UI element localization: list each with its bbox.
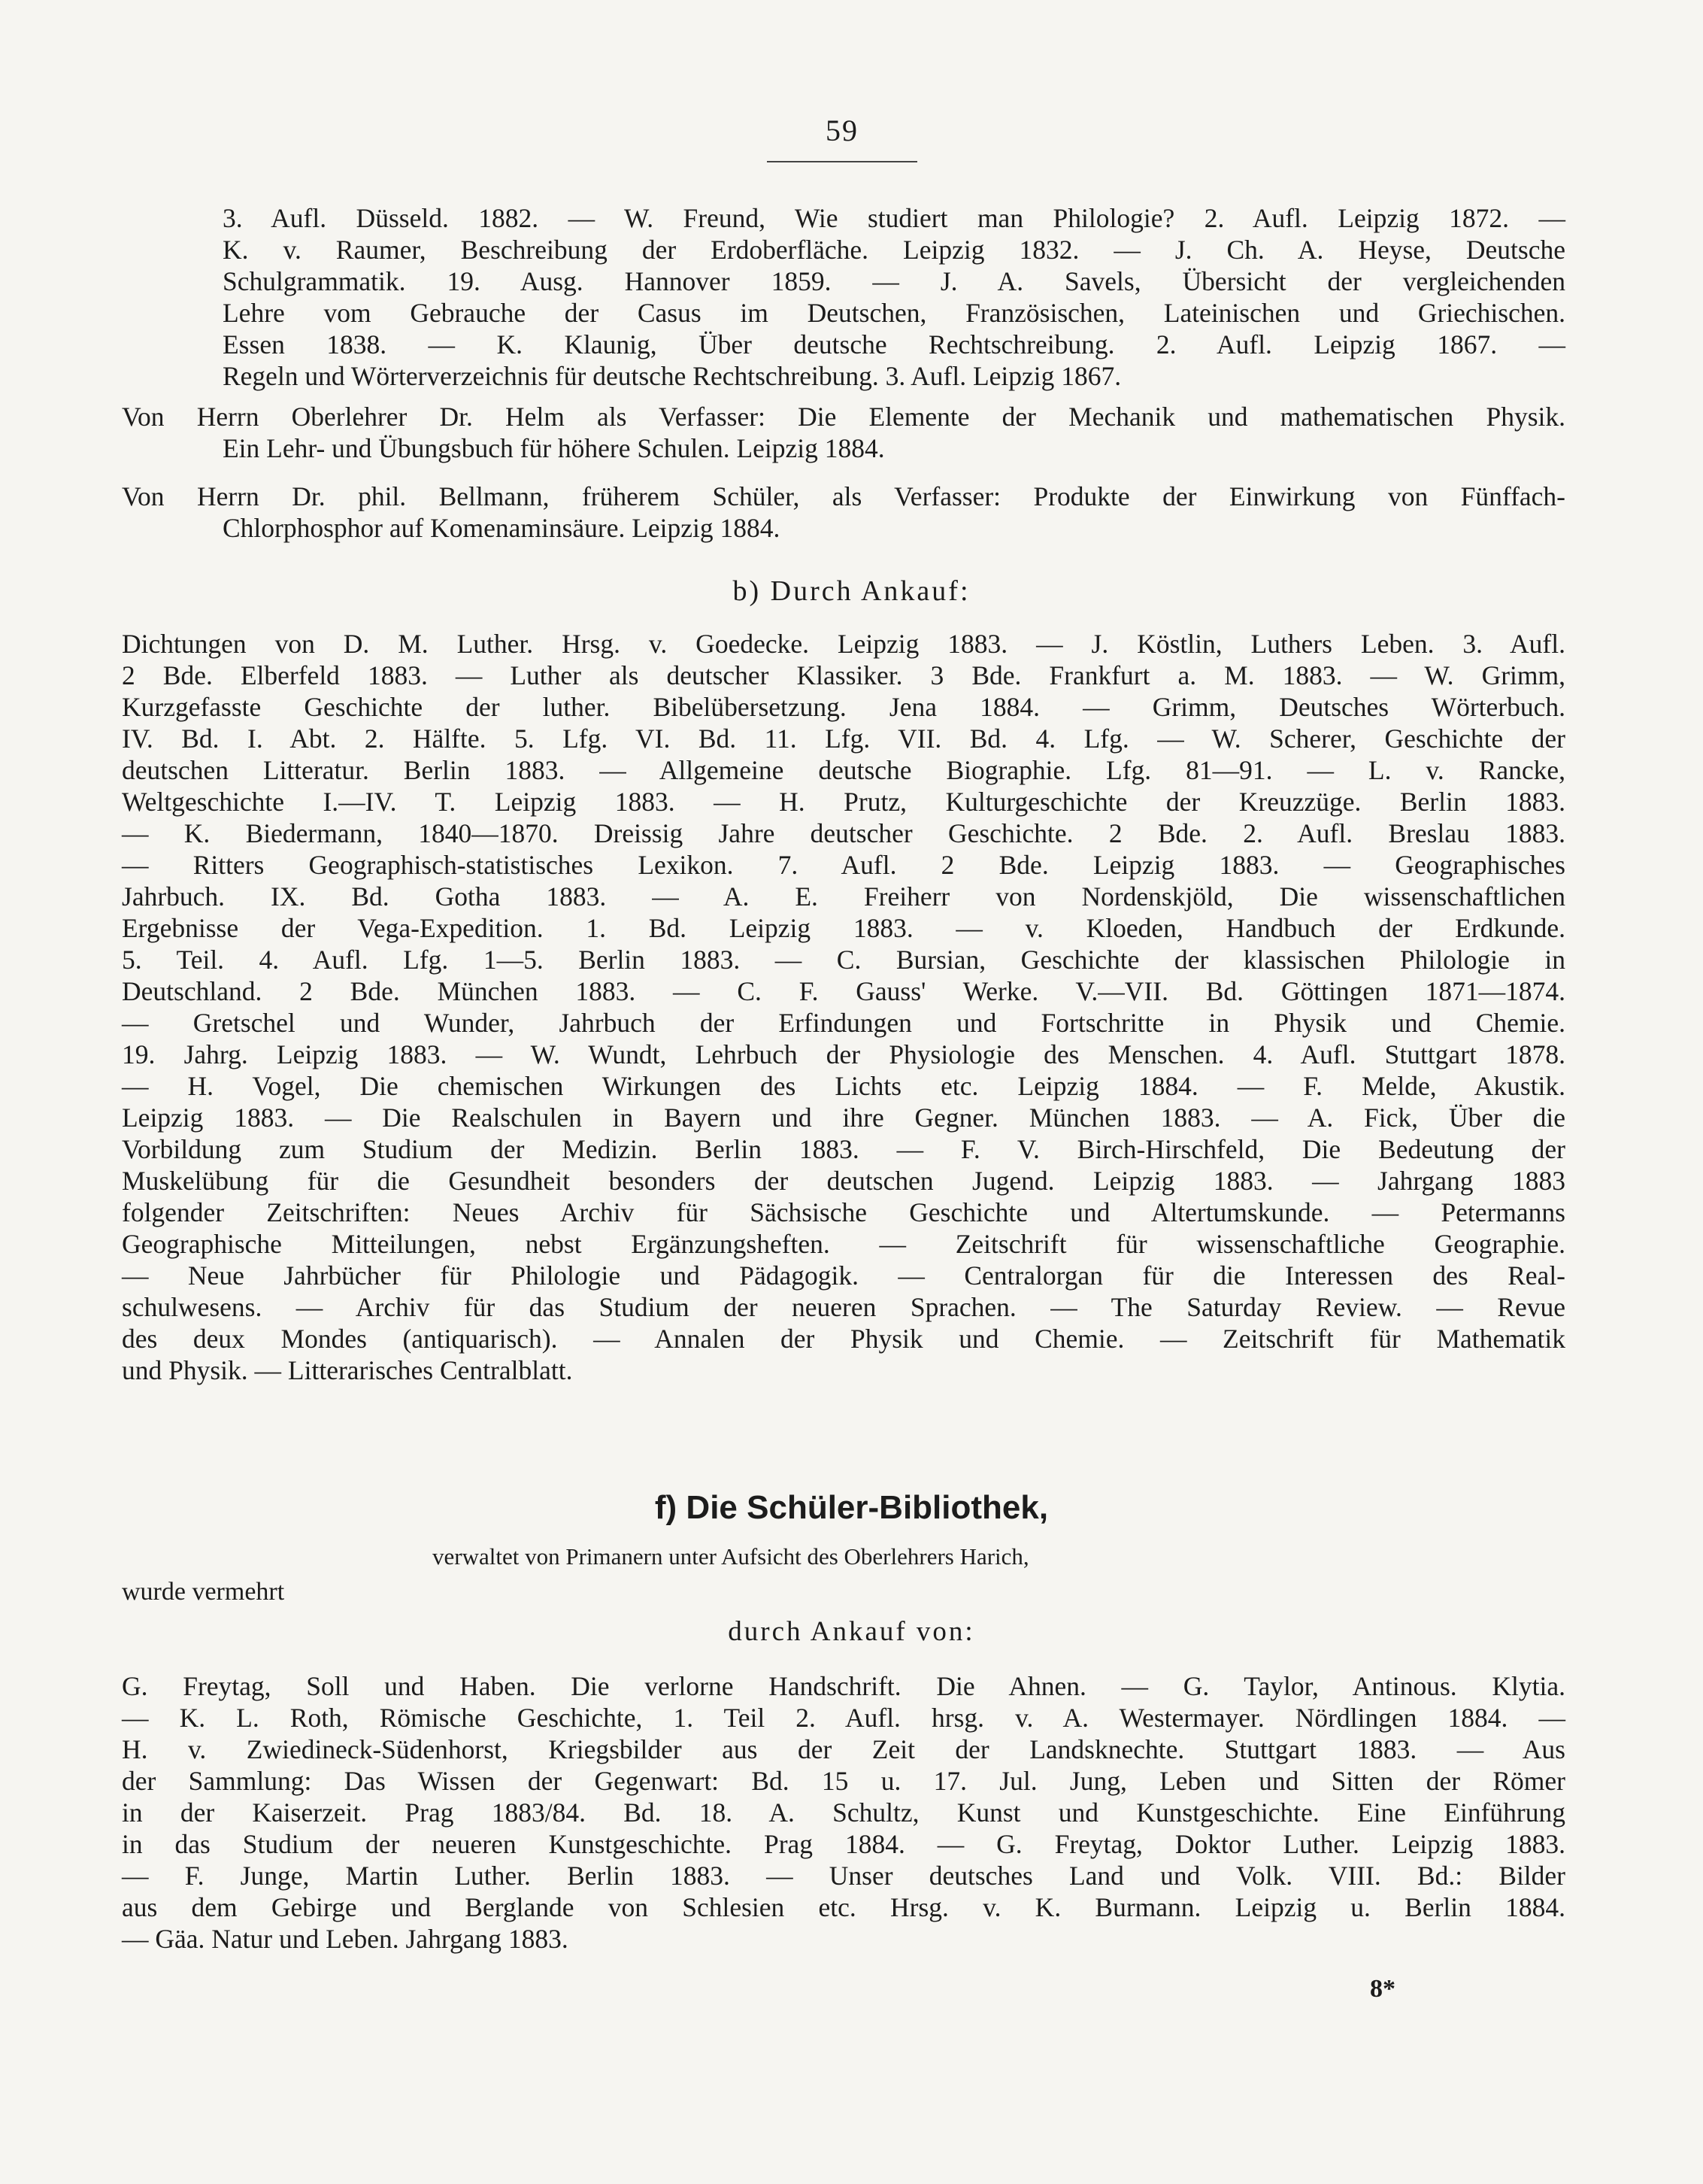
- text-line: aus dem Gebirge und Berglande von Schlesien etc. Hrsg. v. K. Burmann. Leipzig u. Berlin 1884.: [122, 1892, 1565, 1922]
- text-line: Von Herrn Oberlehrer Dr. Helm als Verfasser: Die Elemente der Mechanik und mathematischen Physik.: [122, 402, 1565, 432]
- text-line: Muskelübung für die Gesundheit besonders der deutschen Jugend. Leipzig 1883. — Jahrgang 1883: [122, 1166, 1565, 1196]
- text-line: — K. L. Roth, Römische Geschichte, 1. Teil 2. Aufl. hrsg. v. A. Westermayer. Nördlingen 1884. —: [122, 1703, 1565, 1733]
- page-number: 59: [826, 114, 859, 147]
- text-line: 5. Teil. 4. Aufl. Lfg. 1—5. Berlin 1883. — C. Bursian, Geschichte der klassischen Philologie in: [122, 945, 1565, 975]
- text-line: 3. Aufl. Düsseld. 1882. — W. Freund, Wie studiert man Philologie? 2. Aufl. Leipzig 1872. —: [223, 203, 1565, 233]
- library-section-title: f) Die Schüler-Bibliothek,: [654, 1489, 1049, 1526]
- text-line: — K. Biedermann, 1840—1870. Dreissig Jahre deutscher Geschichte. 2 Bde. 2. Aufl. Breslau 1883.: [122, 818, 1565, 848]
- text-line: 19. Jahrg. Leipzig 1883. — W. Wundt, Lehrbuch der Physiologie des Menschen. 4. Aufl. Stuttgart 1878.: [122, 1039, 1565, 1069]
- text-line: K. v. Raumer, Beschreibung der Erdoberfläche. Leipzig 1832. — J. Ch. A. Heyse, Deutsche: [223, 235, 1565, 265]
- text-line: schulwesens. — Archiv für das Studium der neueren Sprachen. — The Saturday Review. — Revue: [122, 1292, 1565, 1322]
- text-line: G. Freytag, Soll und Haben. Die verlorne Handschrift. Die Ahnen. — G. Taylor, Antinous. Klytia.: [122, 1671, 1565, 1701]
- text-line: Essen 1838. — K. Klaunig, Über deutsche Rechtschreibung. 2. Aufl. Leipzig 1867. —: [223, 329, 1565, 359]
- text-line: 2 Bde. Elberfeld 1883. — Luther als deutscher Klassiker. 3 Bde. Frankfurt a. M. 1883. — W. Grimm,: [122, 660, 1565, 690]
- text-line: Ergebnisse der Vega-Expedition. 1. Bd. Leipzig 1883. — v. Kloeden, Handbuch der Erdkunde.: [122, 913, 1565, 943]
- library-acquired-heading: durch Ankauf von:: [728, 1616, 975, 1647]
- text-line: Lehre vom Gebrauche der Casus im Deutschen, Französischen, Lateinischen und Griechischen.: [223, 298, 1565, 328]
- text-line: Vorbildung zum Studium der Medizin. Berlin 1883. — F. V. Birch-Hirschfeld, Die Bedeutung der: [122, 1134, 1565, 1164]
- text-line: in das Studium der neueren Kunstgeschichte. Prag 1884. — G. Freytag, Doktor Luther. Leipzig 1883.: [122, 1829, 1565, 1859]
- text-line: Geographische Mitteilungen, nebst Ergänzungsheften. — Zeitschrift für wissenschaftliche Geographie.: [122, 1229, 1565, 1259]
- text-line: Chlorphosphor auf Komenaminsäure. Leipzig 1884.: [223, 513, 780, 543]
- text-line: in der Kaiserzeit. Prag 1883/84. Bd. 18. A. Schultz, Kunst und Kunstgeschichte. Eine Einführung: [122, 1797, 1565, 1828]
- text-line: — Neue Jahrbücher für Philologie und Pädagogik. — Centralorgan für die Interessen des Real-: [122, 1260, 1565, 1291]
- text-line: — H. Vogel, Die chemischen Wirkungen des Lichts etc. Leipzig 1884. — F. Melde, Akustik.: [122, 1071, 1565, 1101]
- text-line: Jahrbuch. IX. Bd. Gotha 1883. — A. E. Freiherr von Nordenskjöld, Die wissenschaftlichen: [122, 881, 1565, 912]
- library-increased-label: wurde vermehrt: [122, 1578, 285, 1606]
- text-line: folgender Zeitschriften: Neues Archiv für Sächsische Geschichte und Altertumskunde. — Petermanns: [122, 1197, 1565, 1227]
- text-line: H. v. Zwiedineck-Südenhorst, Kriegsbilder aus der Zeit der Landsknechte. Stuttgart 1883. — Aus: [122, 1734, 1565, 1764]
- text-line: Schulgrammatik. 19. Ausg. Hannover 1859. — J. A. Savels, Übersicht der vergleichenden: [223, 266, 1565, 296]
- text-line: — Gäa. Natur und Leben. Jahrgang 1883.: [122, 1924, 568, 1954]
- text-line: Deutschland. 2 Bde. München 1883. — C. F. Gauss' Werke. V.—VII. Bd. Göttingen 1871—1874.: [122, 976, 1565, 1006]
- purchase-heading: b) Durch Ankauf:: [732, 575, 971, 607]
- text-line: Leipzig 1883. — Die Realschulen in Bayern und ihre Gegner. München 1883. — A. Fick, Über die: [122, 1103, 1565, 1133]
- text-line: deutschen Litteratur. Berlin 1883. — Allgemeine deutsche Biographie. Lfg. 81—91. — L. v. Rancke,: [122, 755, 1565, 785]
- text-line: Weltgeschichte I.—IV. T. Leipzig 1883. — H. Prutz, Kulturgeschichte der Kreuzzüge. Berlin 1883.: [122, 787, 1565, 817]
- text-line: — Gretschel und Wunder, Jahrbuch der Erfindungen und Fortschritte in Physik und Chemie.: [122, 1008, 1565, 1038]
- text-line: und Physik. — Litterarisches Centralblatt.: [122, 1355, 573, 1385]
- text-line: — Ritters Geographisch-statistisches Lexikon. 7. Aufl. 2 Bde. Leipzig 1883. — Geographisches: [122, 850, 1565, 880]
- sheet-signature-mark: 8*: [1370, 1975, 1395, 2003]
- text-line: Von Herrn Dr. phil. Bellmann, früherem Schüler, als Verfasser: Produkte der Einwirkung von Fünffach-: [122, 481, 1565, 511]
- text-line: IV. Bd. I. Abt. 2. Hälfte. 5. Lfg. VI. Bd. 11. Lfg. VII. Bd. 4. Lfg. — W. Scherer, Geschichte der: [122, 723, 1565, 754]
- text-line: Ein Lehr- und Übungsbuch für höhere Schulen. Leipzig 1884.: [223, 433, 885, 463]
- text-line: — F. Junge, Martin Luther. Berlin 1883. — Unser deutsches Land und Volk. VIII. Bd.: Bilder: [122, 1861, 1565, 1891]
- text-line: des deux Mondes (antiquarisch). — Annalen der Physik und Chemie. — Zeitschrift für Mathematik: [122, 1324, 1565, 1354]
- text-line: Regeln und Wörterverzeichnis für deutsche Rechtschreibung. 3. Aufl. Leipzig 1867.: [223, 361, 1122, 391]
- text-line: der Sammlung: Das Wissen der Gegenwart: Bd. 15 u. 17. Jul. Jung, Leben und Sitten der Römer: [122, 1766, 1565, 1796]
- library-subtitle: verwaltet von Primanern unter Aufsicht des Oberlehrers Harich,: [432, 1543, 1029, 1570]
- page-number-rule: [767, 161, 917, 162]
- text-line: Dichtungen von D. M. Luther. Hrsg. v. Goedecke. Leipzig 1883. — J. Köstlin, Luthers Leben. 3. Aufl.: [122, 629, 1565, 659]
- text-line: Kurzgefasste Geschichte der luther. Bibelübersetzung. Jena 1884. — Grimm, Deutsches Wörterbuch.: [122, 692, 1565, 722]
